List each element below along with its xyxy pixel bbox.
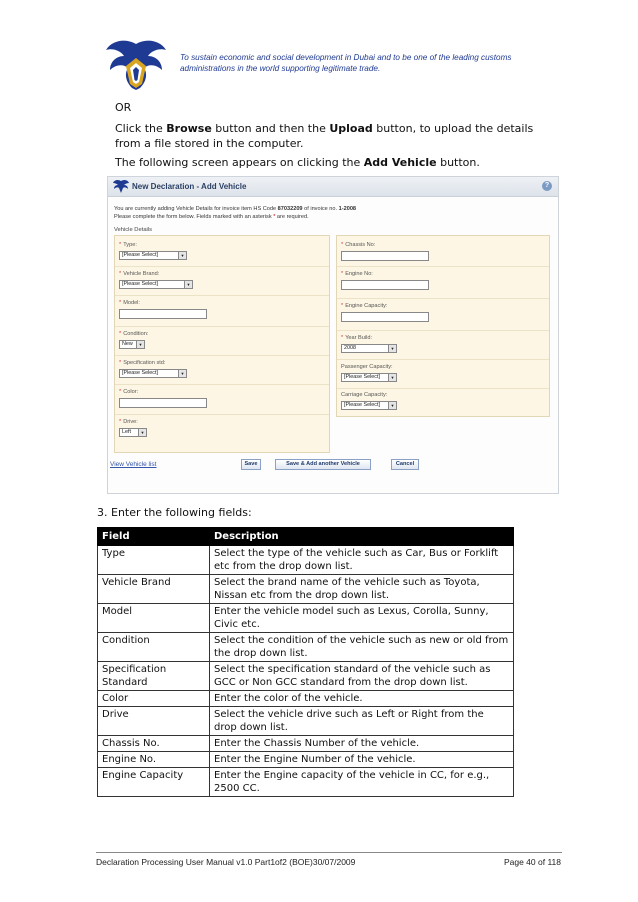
save-button[interactable]: Save bbox=[241, 459, 261, 470]
field-cell: Condition bbox=[98, 633, 210, 662]
screenshot-titlebar bbox=[108, 177, 558, 197]
table-row bbox=[98, 768, 514, 797]
description-cell: Enter the Engine Number of the vehicle. bbox=[210, 752, 514, 768]
condition-label: * Condition: bbox=[119, 331, 149, 337]
mini-logo-icon bbox=[112, 179, 130, 194]
passenger-label: Passenger Capacity: bbox=[341, 364, 393, 370]
dropdown-arrow-icon: ▼ bbox=[138, 429, 146, 436]
p1-text-c: button, to upload the details from a file stored in the computer. bbox=[115, 122, 534, 150]
model-label: * Model: bbox=[119, 300, 140, 306]
field-cell: Color bbox=[98, 691, 210, 707]
passenger-select[interactable]: [Please Select] ▼ bbox=[341, 373, 397, 382]
description-cell: Enter the Chassis Number of the vehicle. bbox=[210, 736, 514, 752]
row-divider bbox=[115, 414, 329, 415]
row-divider bbox=[115, 266, 329, 267]
engine-label: * Engine No: bbox=[341, 271, 373, 277]
left-field-panel bbox=[114, 235, 330, 453]
section-vehicle-details: Vehicle Details bbox=[114, 227, 153, 233]
type-label: * Type: bbox=[119, 242, 137, 248]
description-cell: Select the brand name of the vehicle such as Toyota, Nissan etc from the drop down list. bbox=[210, 575, 514, 604]
table-row bbox=[98, 662, 514, 691]
view-vehicle-list-link[interactable]: View Vehicle list bbox=[110, 461, 157, 468]
row-divider bbox=[337, 388, 549, 389]
info2-b: are required. bbox=[275, 214, 309, 220]
table-row bbox=[98, 633, 514, 662]
field-cell: Model bbox=[98, 604, 210, 633]
description-cell: Enter the vehicle model such as Lexus, Corolla, Sunny, Civic etc. bbox=[210, 604, 514, 633]
chassis-input[interactable] bbox=[341, 251, 429, 261]
spec-label: * Specification std: bbox=[119, 360, 166, 366]
capacity-label: * Engine Capacity: bbox=[341, 303, 388, 309]
row-divider bbox=[115, 326, 329, 327]
footer-document-title: Declaration Processing User Manual v1.0 Part1of2 (BOE)30/07/2009 bbox=[96, 857, 356, 867]
dropdown-arrow-icon: ▼ bbox=[388, 402, 396, 409]
color-input[interactable] bbox=[119, 398, 207, 408]
footer-page-number: Page 40 of 118 bbox=[503, 857, 561, 867]
cancel-button[interactable]: Cancel bbox=[391, 459, 419, 470]
add-vehicle-screenshot bbox=[107, 176, 559, 494]
field-cell: Vehicle Brand bbox=[98, 575, 210, 604]
header-field: Field bbox=[98, 528, 210, 546]
year-select[interactable]: 2008 ▼ bbox=[341, 344, 397, 353]
row-divider bbox=[115, 384, 329, 385]
dropdown-arrow-icon: ▼ bbox=[388, 345, 396, 352]
dropdown-arrow-icon: ▼ bbox=[184, 281, 192, 288]
table-row bbox=[98, 546, 514, 575]
drive-label: * Drive: bbox=[119, 419, 138, 425]
paragraph-upload bbox=[115, 121, 555, 151]
capacity-input[interactable] bbox=[341, 312, 429, 322]
brand-select[interactable]: [Please Select] ▼ bbox=[119, 280, 193, 289]
row-divider bbox=[115, 295, 329, 296]
header-description: Description bbox=[210, 528, 514, 546]
description-cell: Select the vehicle drive such as Left or Right from the drop down list. bbox=[210, 707, 514, 736]
row-divider bbox=[115, 355, 329, 356]
carriage-label: Carriage Capacity: bbox=[341, 392, 388, 398]
table-row bbox=[98, 604, 514, 633]
chassis-label: * Chassis No: bbox=[341, 242, 376, 248]
field-cell: Engine Capacity bbox=[98, 768, 210, 797]
type-select[interactable]: [Please Select] ▼ bbox=[119, 251, 187, 260]
page-header bbox=[100, 36, 560, 96]
field-cell: Drive bbox=[98, 707, 210, 736]
description-cell: Enter the color of the vehicle. bbox=[210, 691, 514, 707]
step-heading: 3. Enter the following fields: bbox=[97, 506, 252, 519]
dropdown-arrow-icon: ▼ bbox=[178, 370, 186, 377]
description-cell: Select the specification standard of the vehicle such as GCC or Non GCC standard from the drop down list. bbox=[210, 662, 514, 691]
table-header-row bbox=[98, 528, 514, 546]
table-row bbox=[98, 736, 514, 752]
drive-select[interactable]: Left ▼ bbox=[119, 428, 147, 437]
field-cell: Specification Standard bbox=[98, 662, 210, 691]
browse-word: Browse bbox=[166, 122, 212, 135]
row-divider bbox=[337, 330, 549, 331]
dropdown-arrow-icon: ▼ bbox=[178, 252, 186, 259]
model-input[interactable] bbox=[119, 309, 207, 319]
table-row bbox=[98, 575, 514, 604]
footer-divider bbox=[96, 852, 562, 853]
fields-table bbox=[97, 527, 514, 797]
description-cell: Select the condition of the vehicle such as new or old from the drop down list. bbox=[210, 633, 514, 662]
screenshot-title: New Declaration - Add Vehicle bbox=[132, 182, 247, 191]
hs-code: 87032209 bbox=[277, 206, 303, 212]
screenshot-info bbox=[114, 205, 554, 221]
brand-label: * Vehicle Brand: bbox=[119, 271, 160, 277]
field-cell: Engine No. bbox=[98, 752, 210, 768]
upload-word: Upload bbox=[329, 122, 373, 135]
asterisk-marker: * bbox=[273, 214, 276, 220]
engine-input[interactable] bbox=[341, 280, 429, 290]
field-cell: Chassis No. bbox=[98, 736, 210, 752]
table-row bbox=[98, 691, 514, 707]
dropdown-arrow-icon: ▼ bbox=[136, 341, 144, 348]
row-divider bbox=[337, 266, 549, 267]
info2-a: Please complete the form below. Fields marked with an asterisk bbox=[114, 214, 274, 220]
p2-text-b: button. bbox=[436, 156, 480, 169]
or-text: OR bbox=[115, 101, 132, 114]
p1-text-b: button and then the bbox=[211, 122, 330, 135]
info1-b: of invoice no. bbox=[302, 206, 339, 212]
invoice-no: 1-2008 bbox=[338, 206, 357, 212]
carriage-select[interactable]: [Please Select] ▼ bbox=[341, 401, 397, 410]
dropdown-arrow-icon: ▼ bbox=[388, 374, 396, 381]
condition-select[interactable]: New ▼ bbox=[119, 340, 145, 349]
tagline: To sustain economic and social development in Dubai and to be one of the leading customs administrations in the world supporting legitimate trade. bbox=[180, 53, 512, 73]
paragraph-add-vehicle bbox=[115, 155, 555, 170]
add-vehicle-word: Add Vehicle bbox=[363, 156, 437, 169]
row-divider bbox=[337, 359, 549, 360]
dubai-customs-logo bbox=[102, 36, 170, 92]
info1-a: You are currently adding Vehicle Details for invoice item HS Code bbox=[114, 206, 278, 212]
p2-text-a: The following screen appears on clicking the bbox=[115, 156, 364, 169]
year-label: * Year Build: bbox=[341, 335, 373, 341]
spec-select[interactable]: [Please Select] ▼ bbox=[119, 369, 187, 378]
row-divider bbox=[337, 298, 549, 299]
save-add-another-button[interactable]: Save & Add another Vehicle bbox=[275, 459, 371, 470]
field-cell: Type bbox=[98, 546, 210, 575]
description-cell: Select the type of the vehicle such as Car, Bus or Forklift etc from the drop down list. bbox=[210, 546, 514, 575]
table-row bbox=[98, 752, 514, 768]
table-row bbox=[98, 707, 514, 736]
right-field-panel bbox=[336, 235, 550, 417]
color-label: * Color: bbox=[119, 389, 139, 395]
description-cell: Enter the Engine capacity of the vehicle in CC, for e.g., 2500 CC. bbox=[210, 768, 514, 797]
help-icon[interactable]: ? bbox=[542, 181, 552, 191]
p1-text-a: Click the bbox=[115, 122, 167, 135]
